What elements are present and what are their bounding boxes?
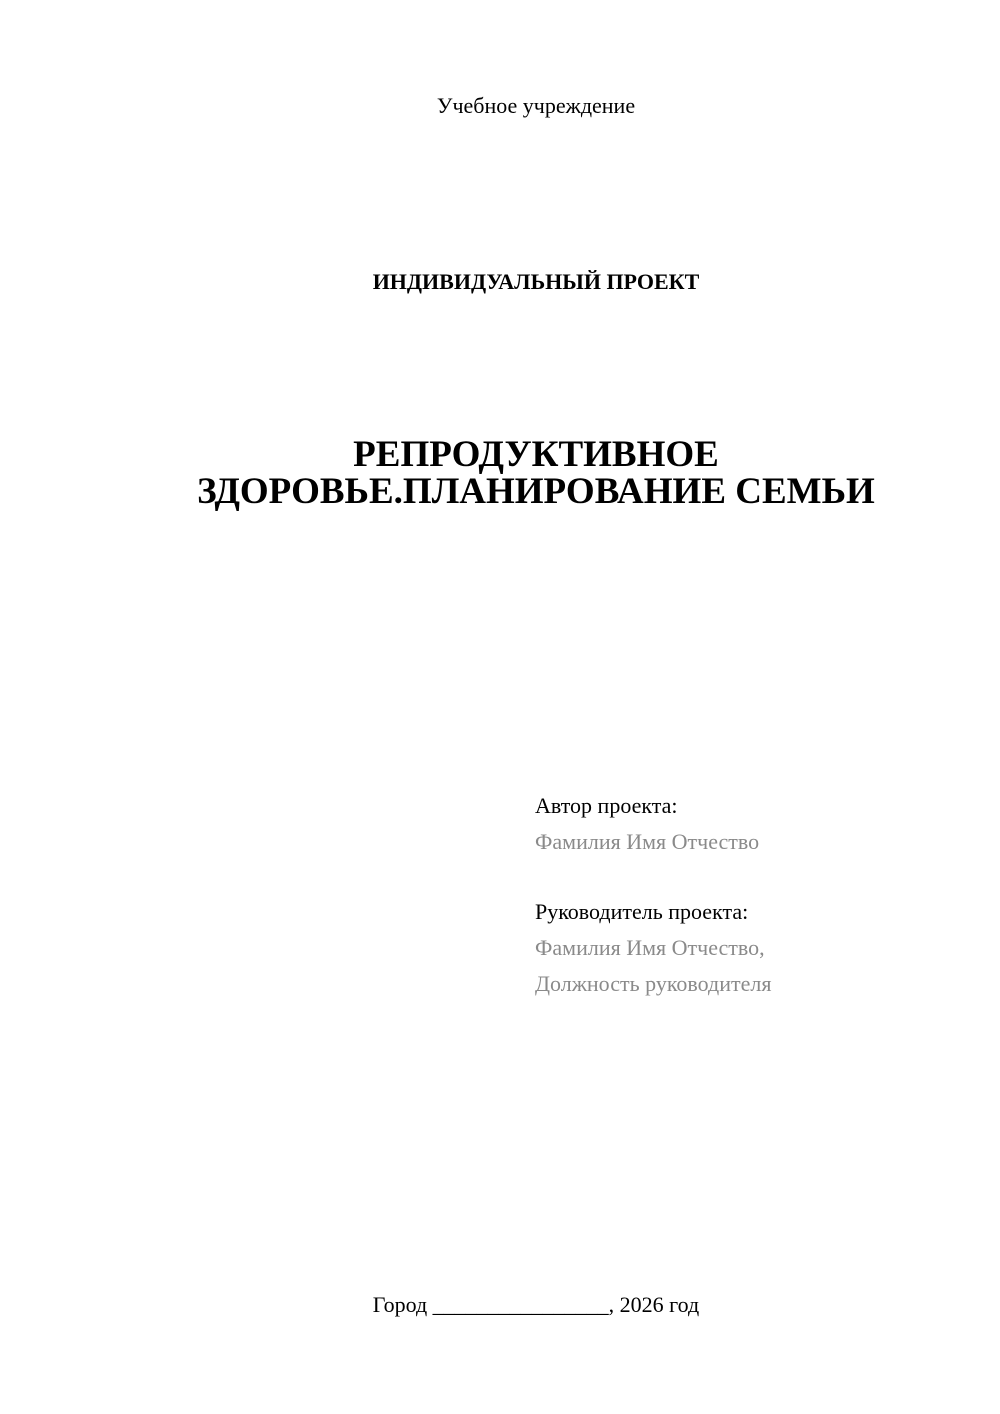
document-title-line-2: ЗДОРОВЬЕ.ПЛАНИРОВАНИЕ СЕМЬИ <box>197 471 875 512</box>
document-type: ИНДИВИДУАЛЬНЫЙ ПРОЕКТ <box>372 269 700 294</box>
document-title-line-1: РЕПРОДУКТИВНОЕ <box>353 434 719 475</box>
project-credits <box>535 788 975 1002</box>
city-year-line: Город ________________, 2026 год <box>372 1292 700 1317</box>
author-name-placeholder: Фамилия Имя Отчество <box>535 829 760 854</box>
credits-spacer <box>535 860 975 894</box>
author-label: Автор проекта: <box>535 793 678 818</box>
supervisor-position-placeholder: Должность руководителя <box>535 971 772 996</box>
document-title <box>0 436 1000 510</box>
supervisor-label: Руководитель проекта: <box>535 899 749 924</box>
supervisor-name-placeholder: Фамилия Имя Отчество, <box>535 935 765 960</box>
institution-name: Учебное учреждение <box>436 93 636 118</box>
